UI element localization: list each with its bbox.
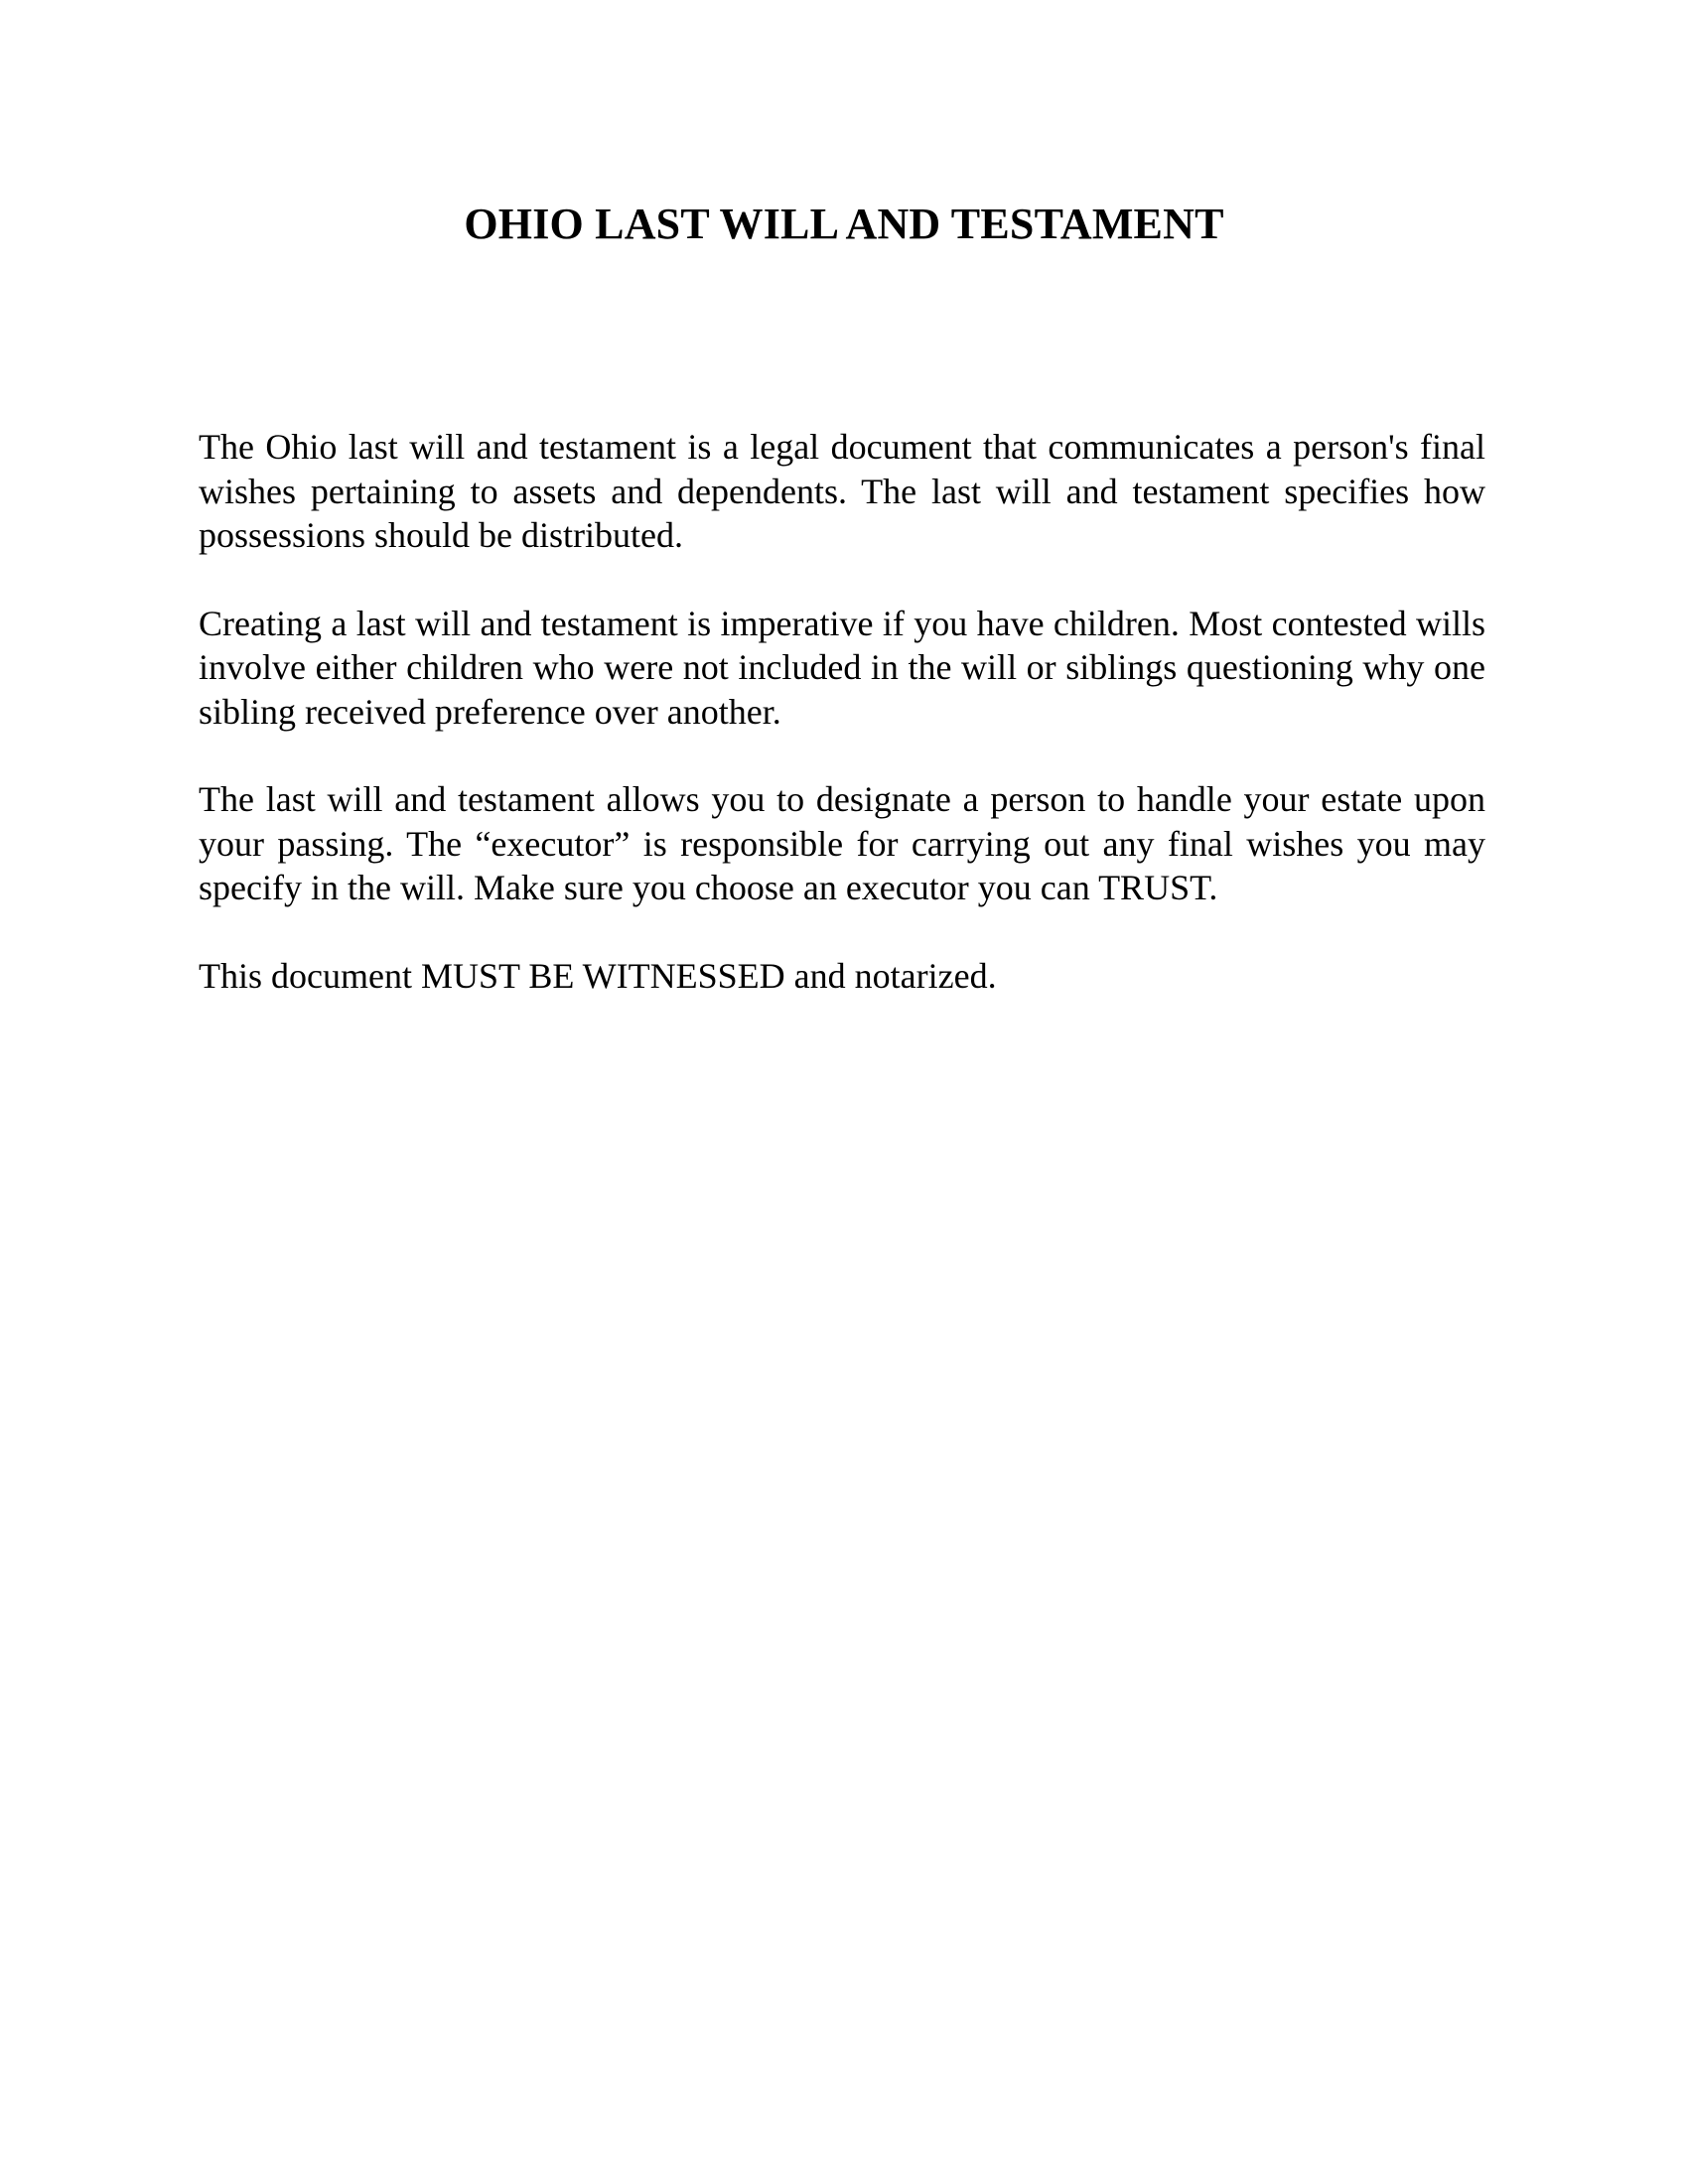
paragraph-children: Creating a last will and testament is imperative if you have children. Most contested wills involve either children who were not included in the will or siblings questioning why one sibling received preference over another. <box>199 603 1485 732</box>
paragraph-executor: The last will and testament allows you to designate a person to handle your estate upon your passing. The “executor” is responsible for carrying out any final wishes you may specify in the will. Make sure you choose an executor you can TRUST. <box>199 779 1485 907</box>
document-title: OHIO LAST WILL AND TESTAMENT <box>464 200 1224 248</box>
paragraph-witness-notice: This document MUST BE WITNESSED and notarized. <box>199 955 997 996</box>
document-body <box>199 425 1485 1041</box>
paragraph-intro: The Ohio last will and testament is a legal document that communicates a person's final wishes pertaining to assets and dependents. The last will and testament specifies how possessions should be distributed. <box>199 427 1485 555</box>
